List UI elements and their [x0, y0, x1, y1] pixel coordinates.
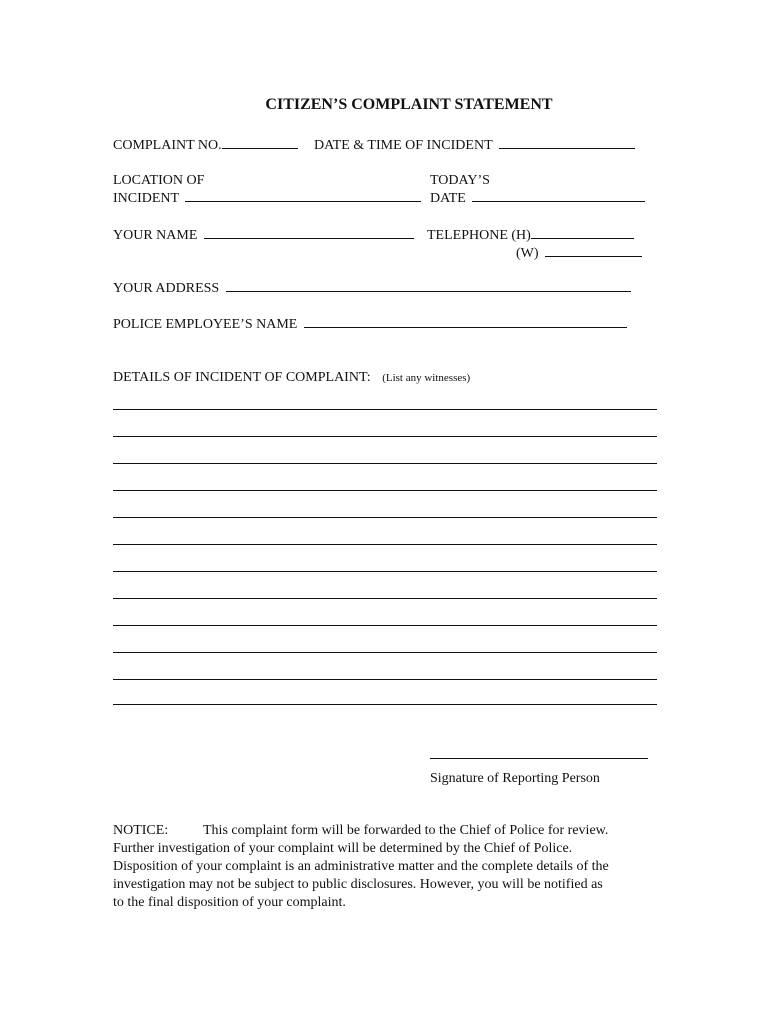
telephone-w-label: (W)	[516, 246, 539, 261]
your-name-field[interactable]	[204, 226, 414, 239]
telephone-w-field[interactable]	[545, 244, 642, 257]
telephone-h-field[interactable]	[531, 226, 634, 239]
details-line-1[interactable]	[113, 409, 657, 410]
your-name-label: YOUR NAME	[113, 228, 198, 243]
details-label: DETAILS OF INCIDENT OF COMPLAINT:	[113, 370, 371, 385]
todays-label-line1: TODAY’S	[430, 173, 490, 188]
your-address-label: YOUR ADDRESS	[113, 281, 220, 296]
complaint-no-row	[113, 136, 298, 154]
date-time-field[interactable]	[499, 136, 635, 149]
telephone-h-row	[427, 226, 634, 244]
signature-field[interactable]	[430, 758, 648, 759]
details-line-9[interactable]	[113, 625, 657, 626]
telephone-h-label: TELEPHONE (H)	[427, 228, 531, 243]
details-line-10[interactable]	[113, 652, 657, 653]
police-employee-field[interactable]	[304, 315, 627, 328]
notice-label: NOTICE:	[113, 823, 169, 838]
details-line-11[interactable]	[113, 679, 657, 680]
details-hint: (List any witnesses)	[382, 372, 471, 384]
date-time-label: DATE & TIME OF INCIDENT	[314, 138, 493, 153]
your-address-field[interactable]	[226, 279, 631, 292]
notice-line-1	[113, 822, 661, 840]
telephone-w-row	[516, 244, 642, 262]
notice-line-2: Further investigation of your complaint will be determined by the Chief of Police.	[113, 841, 573, 856]
todays-label-line2: DATE	[430, 191, 466, 206]
details-line-4[interactable]	[113, 490, 657, 491]
details-line-6[interactable]	[113, 544, 657, 545]
details-line-3[interactable]	[113, 463, 657, 464]
todays-date-field[interactable]	[472, 189, 645, 202]
your-name-row	[113, 226, 414, 244]
todays-date-row	[430, 189, 645, 207]
your-address-row	[113, 279, 631, 297]
signature-label: Signature of Reporting Person	[430, 771, 600, 786]
complaint-no-label: COMPLAINT NO.	[113, 138, 222, 153]
notice-block	[113, 822, 661, 912]
notice-line-5: to the final disposition of your complaint.	[113, 895, 346, 910]
details-row	[113, 369, 470, 387]
details-line-12[interactable]	[113, 704, 657, 705]
form-title: CITIZEN’S COMPLAINT STATEMENT	[265, 96, 553, 113]
notice-line-3: Disposition of your complaint is an administrative matter and the complete details of the	[113, 859, 609, 874]
complaint-no-field[interactable]	[222, 136, 298, 149]
location-label-line2: INCIDENT	[113, 191, 179, 206]
notice-line-4: investigation may not be subject to public disclosures. However, you will be notified as	[113, 877, 603, 892]
police-employee-label: POLICE EMPLOYEE’S NAME	[113, 317, 298, 332]
notice-text-1: This complaint form will be forwarded to the Chief of Police for review.	[203, 823, 609, 838]
police-employee-row	[113, 315, 627, 333]
details-line-2[interactable]	[113, 436, 657, 437]
location-label-line1: LOCATION OF	[113, 173, 205, 188]
details-line-8[interactable]	[113, 598, 657, 599]
location-row	[113, 189, 421, 207]
details-line-5[interactable]	[113, 517, 657, 518]
details-line-7[interactable]	[113, 571, 657, 572]
location-field[interactable]	[185, 189, 421, 202]
date-time-row	[314, 136, 635, 154]
